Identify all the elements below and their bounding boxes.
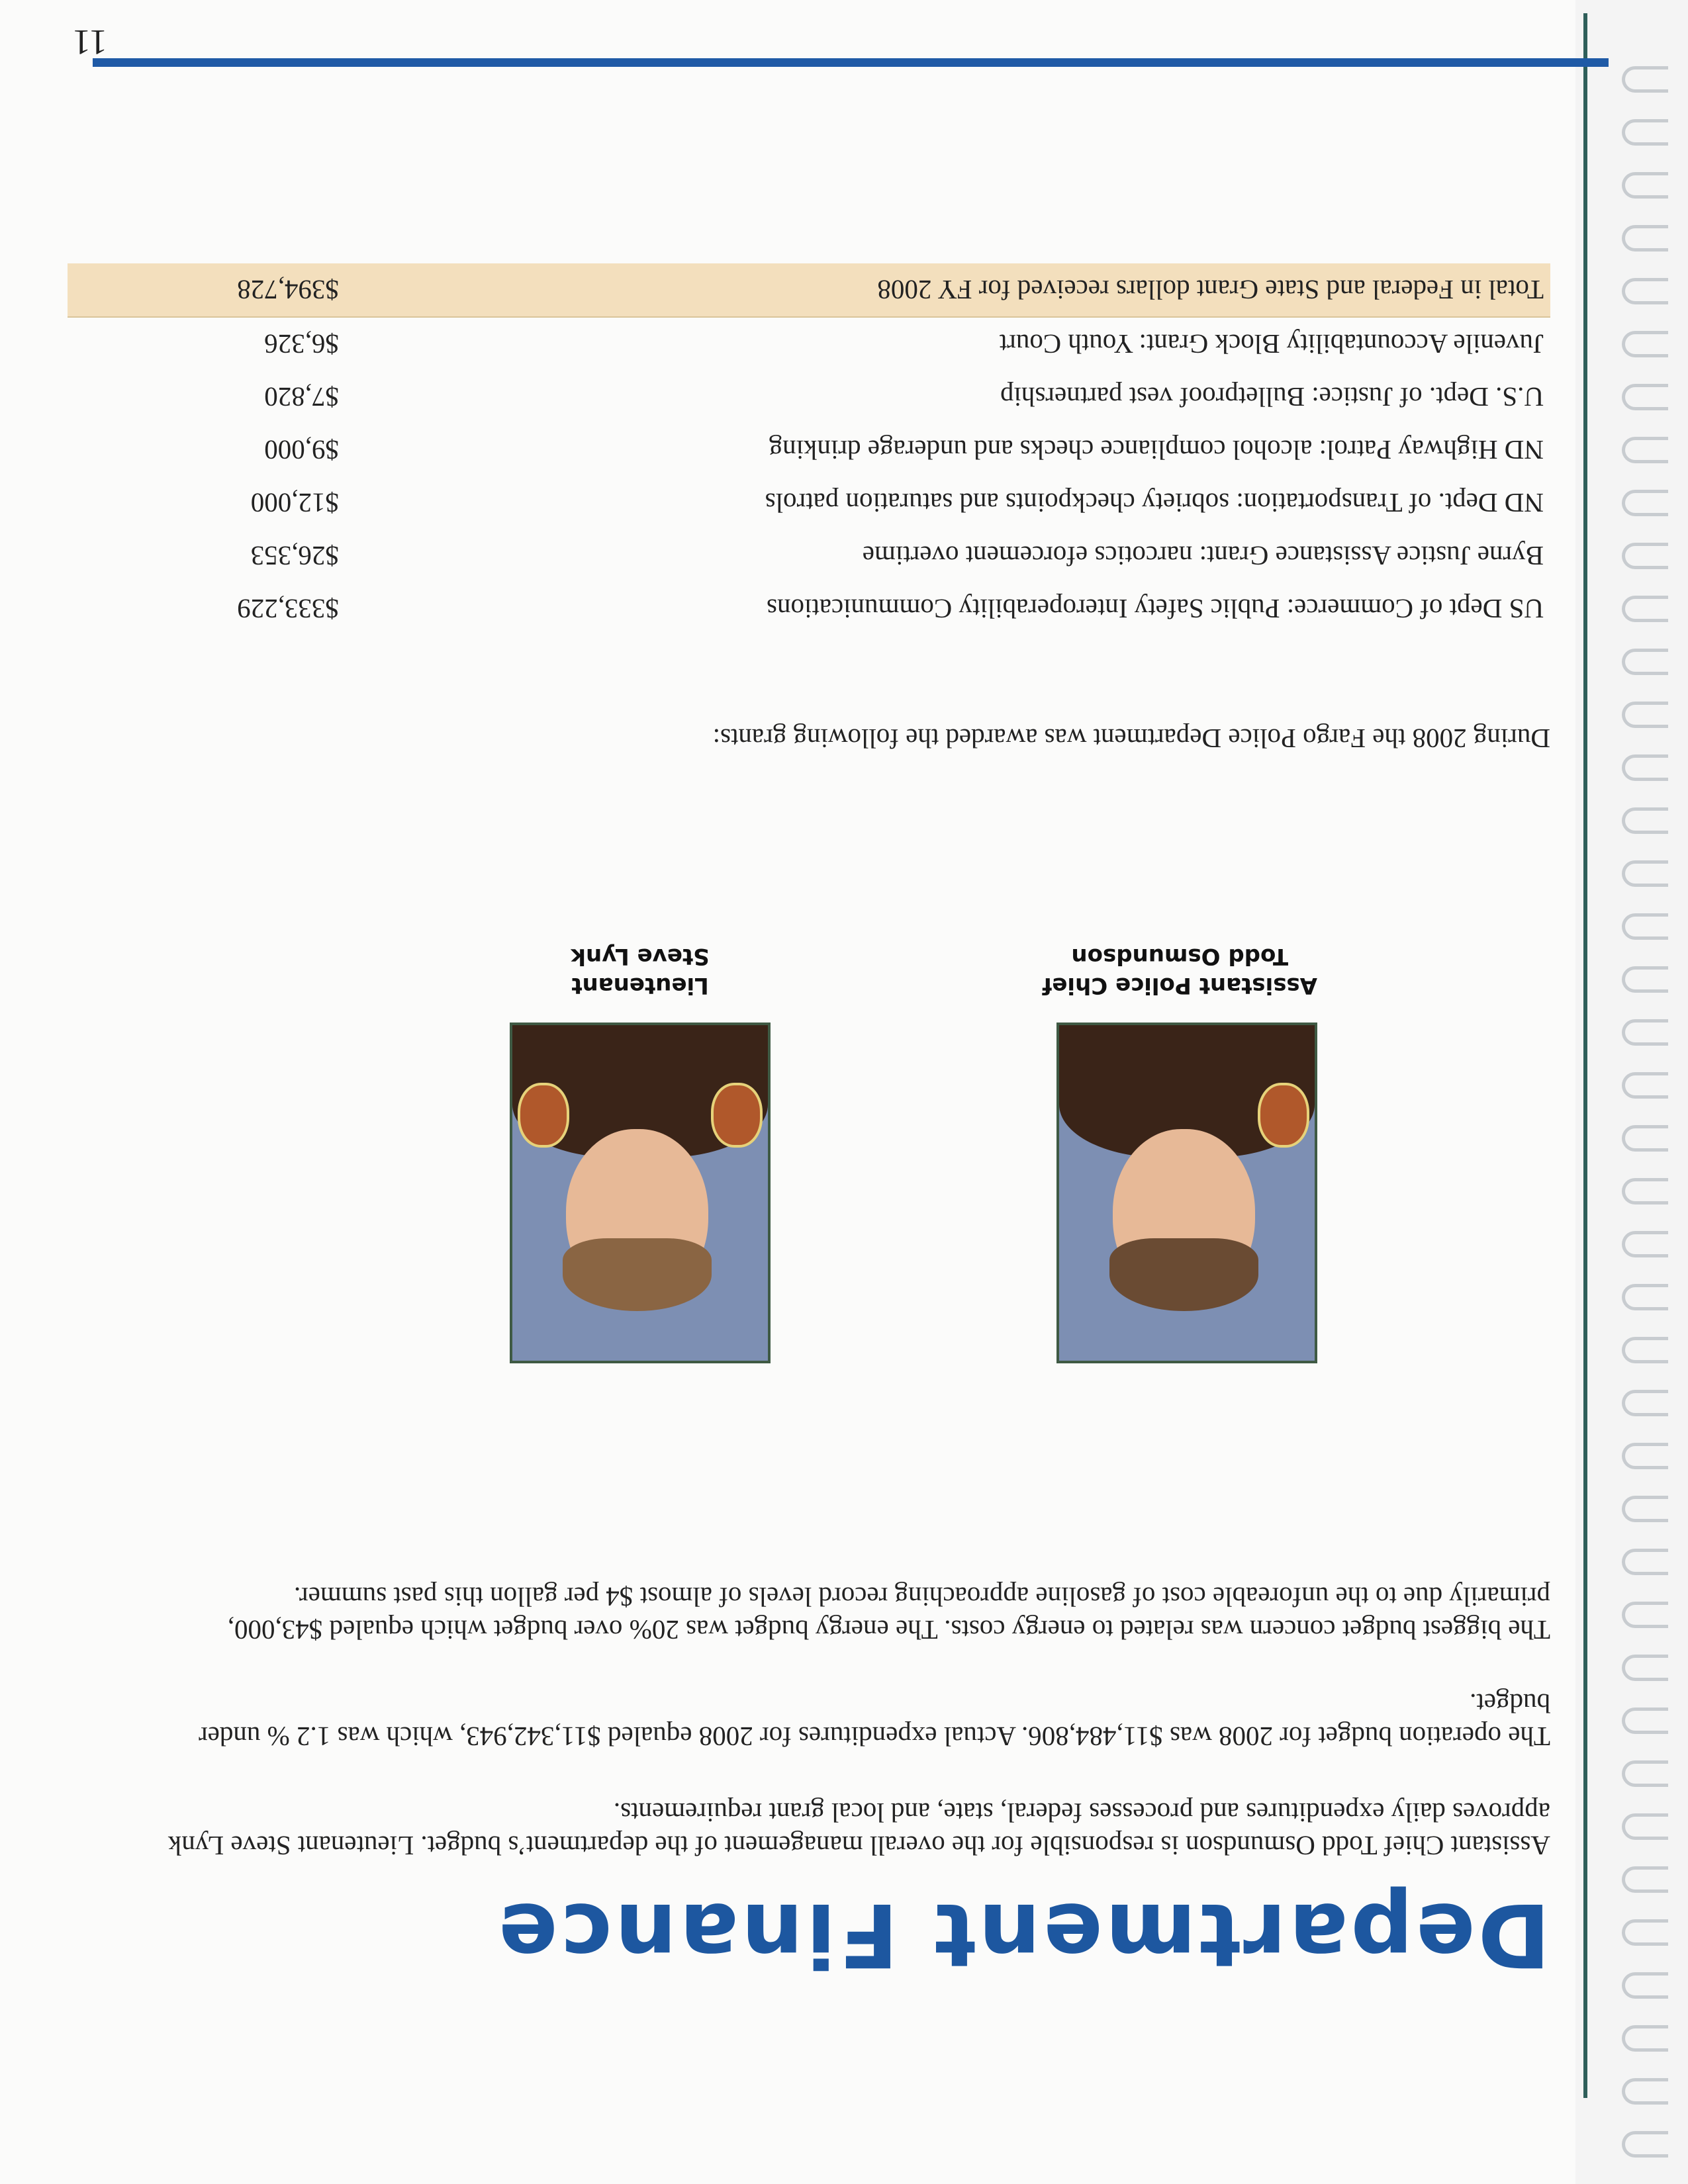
- police-patch-icon: [1258, 1083, 1309, 1148]
- total-description: Total in Federal and State Grant dollars received for FY 2008: [346, 263, 1550, 317]
- grant-amount: $26,353: [250, 541, 339, 571]
- spiral-binding: [1575, 0, 1688, 2184]
- portrait-photo: [1056, 1023, 1317, 1363]
- binding-ring: [1622, 2131, 1668, 2158]
- table-row: [68, 529, 1550, 582]
- photo-card-lieutenant: [510, 942, 771, 1363]
- total-row: [68, 263, 1550, 317]
- police-patch-icon: [711, 1083, 763, 1148]
- binding-ring: [1622, 649, 1668, 675]
- paragraph-operation-budget: The operation budget for 2008 was $11,484,806. Actual expenditures for 2008 equaled $11,342,943, which was 1.2 % under budget.: [199, 1688, 1550, 1752]
- grant-amount: $9,000: [264, 435, 339, 465]
- binding-ring: [1622, 966, 1668, 993]
- binding-ring: [1622, 225, 1668, 251]
- binding-ring: [1622, 860, 1668, 887]
- binding-ring: [1622, 1390, 1668, 1416]
- grant-amount: $333,229: [237, 594, 339, 624]
- binding-ring: [1622, 807, 1668, 834]
- photo-card-assistant-chief: [1043, 942, 1317, 1363]
- page-title: Department Finance: [495, 1884, 1550, 1985]
- binding-ring: [1622, 1337, 1668, 1363]
- table-row: [68, 424, 1550, 477]
- binding-ring: [1622, 278, 1668, 304]
- table-row: [68, 371, 1550, 424]
- binding-ring: [1622, 490, 1668, 516]
- binding-ring: [1622, 1231, 1668, 1257]
- binding-ring: [1622, 543, 1668, 569]
- binding-ring: [1622, 1549, 1668, 1575]
- binding-ring: [1622, 702, 1668, 728]
- grant-amount: $6,326: [264, 329, 339, 359]
- binding-ring: [1622, 1443, 1668, 1469]
- binding-ring: [1622, 384, 1668, 410]
- binding-ring: [1622, 1178, 1668, 1205]
- table-row: [68, 582, 1550, 635]
- binding-ring: [1622, 331, 1668, 357]
- binding-ring: [1622, 596, 1668, 622]
- binding-ring: [1622, 172, 1668, 199]
- binding-ring: [1622, 1813, 1668, 1840]
- binding-ring: [1622, 2078, 1668, 2105]
- grant-amount: $12,000: [250, 488, 339, 518]
- grant-description: ND Highway Patrol: alcohol compliance checks and underage drinking: [769, 435, 1544, 465]
- caption-title: Assistant Police Chief: [1042, 972, 1317, 999]
- binding-ring: [1622, 119, 1668, 146]
- table-row: [68, 317, 1550, 371]
- grants-table: [68, 263, 1550, 635]
- binding-ring: [1622, 1707, 1668, 1734]
- paragraph-energy-costs: The biggest budget concern was related to energy costs. The energy budget was 20% over budget which equaled $43,000, primarily due to the unforeable cost of gasoline approaching record levels of almost $4 per gallon this past summer.: [227, 1582, 1550, 1645]
- binding-ring: [1622, 2025, 1668, 2052]
- binding-ring: [1622, 66, 1668, 93]
- caption-name: Steve Lynk: [571, 943, 710, 970]
- grant-amount: $7,820: [264, 382, 339, 412]
- binding-margin-line: [1583, 13, 1587, 2098]
- caption-title: Lieutenant: [571, 972, 709, 999]
- paragraph-responsibility: Assistant Chief Todd Osmundson is responsible for the overall management of the department’s budget. Lieutenant Steve Lynk approves daily expenditures and processes federal, state, and local grant requirements.: [167, 1797, 1550, 1861]
- total-amount: $394,728: [68, 263, 346, 317]
- binding-ring: [1622, 1972, 1668, 1999]
- caption-name: Todd Osmundson: [1071, 943, 1289, 970]
- binding-ring: [1622, 754, 1668, 781]
- binding-ring: [1622, 1019, 1668, 1046]
- photo-caption: [1043, 942, 1317, 1000]
- binding-ring: [1622, 1655, 1668, 1681]
- portrait-photo: [510, 1023, 771, 1363]
- binding-ring: [1622, 1072, 1668, 1099]
- page-number: 11: [73, 23, 107, 62]
- police-patch-icon: [518, 1083, 569, 1148]
- binding-ring: [1622, 1284, 1668, 1310]
- grant-description: Juvenile Accountability Block Grant: Youth Court: [999, 329, 1544, 359]
- table-row: [68, 477, 1550, 529]
- grant-description: Byrne Justice Assistance Grant: narcotics eforcement overtime: [862, 541, 1544, 571]
- binding-ring: [1622, 1866, 1668, 1893]
- binding-ring: [1622, 1760, 1668, 1787]
- grants-intro: During 2008 the Fargo Police Department was awarded the following grants:: [712, 723, 1550, 754]
- binding-ring: [1622, 1125, 1668, 1152]
- footer-rule: [93, 58, 1609, 67]
- binding-ring: [1622, 913, 1668, 940]
- binding-ring: [1622, 1919, 1668, 1946]
- binding-ring: [1622, 437, 1668, 463]
- grant-description: U.S. Dept. of Justice: Bulletproof vest partnership: [1000, 382, 1544, 412]
- grant-description: ND Dept. of Transportation: sobriety checkpoints and saturation patrols: [765, 488, 1544, 518]
- binding-ring: [1622, 1602, 1668, 1628]
- grant-description: US Dept of Commerce: Public Safety Interoperability Communications: [767, 594, 1544, 624]
- binding-ring: [1622, 1496, 1668, 1522]
- photo-caption: [510, 942, 771, 1000]
